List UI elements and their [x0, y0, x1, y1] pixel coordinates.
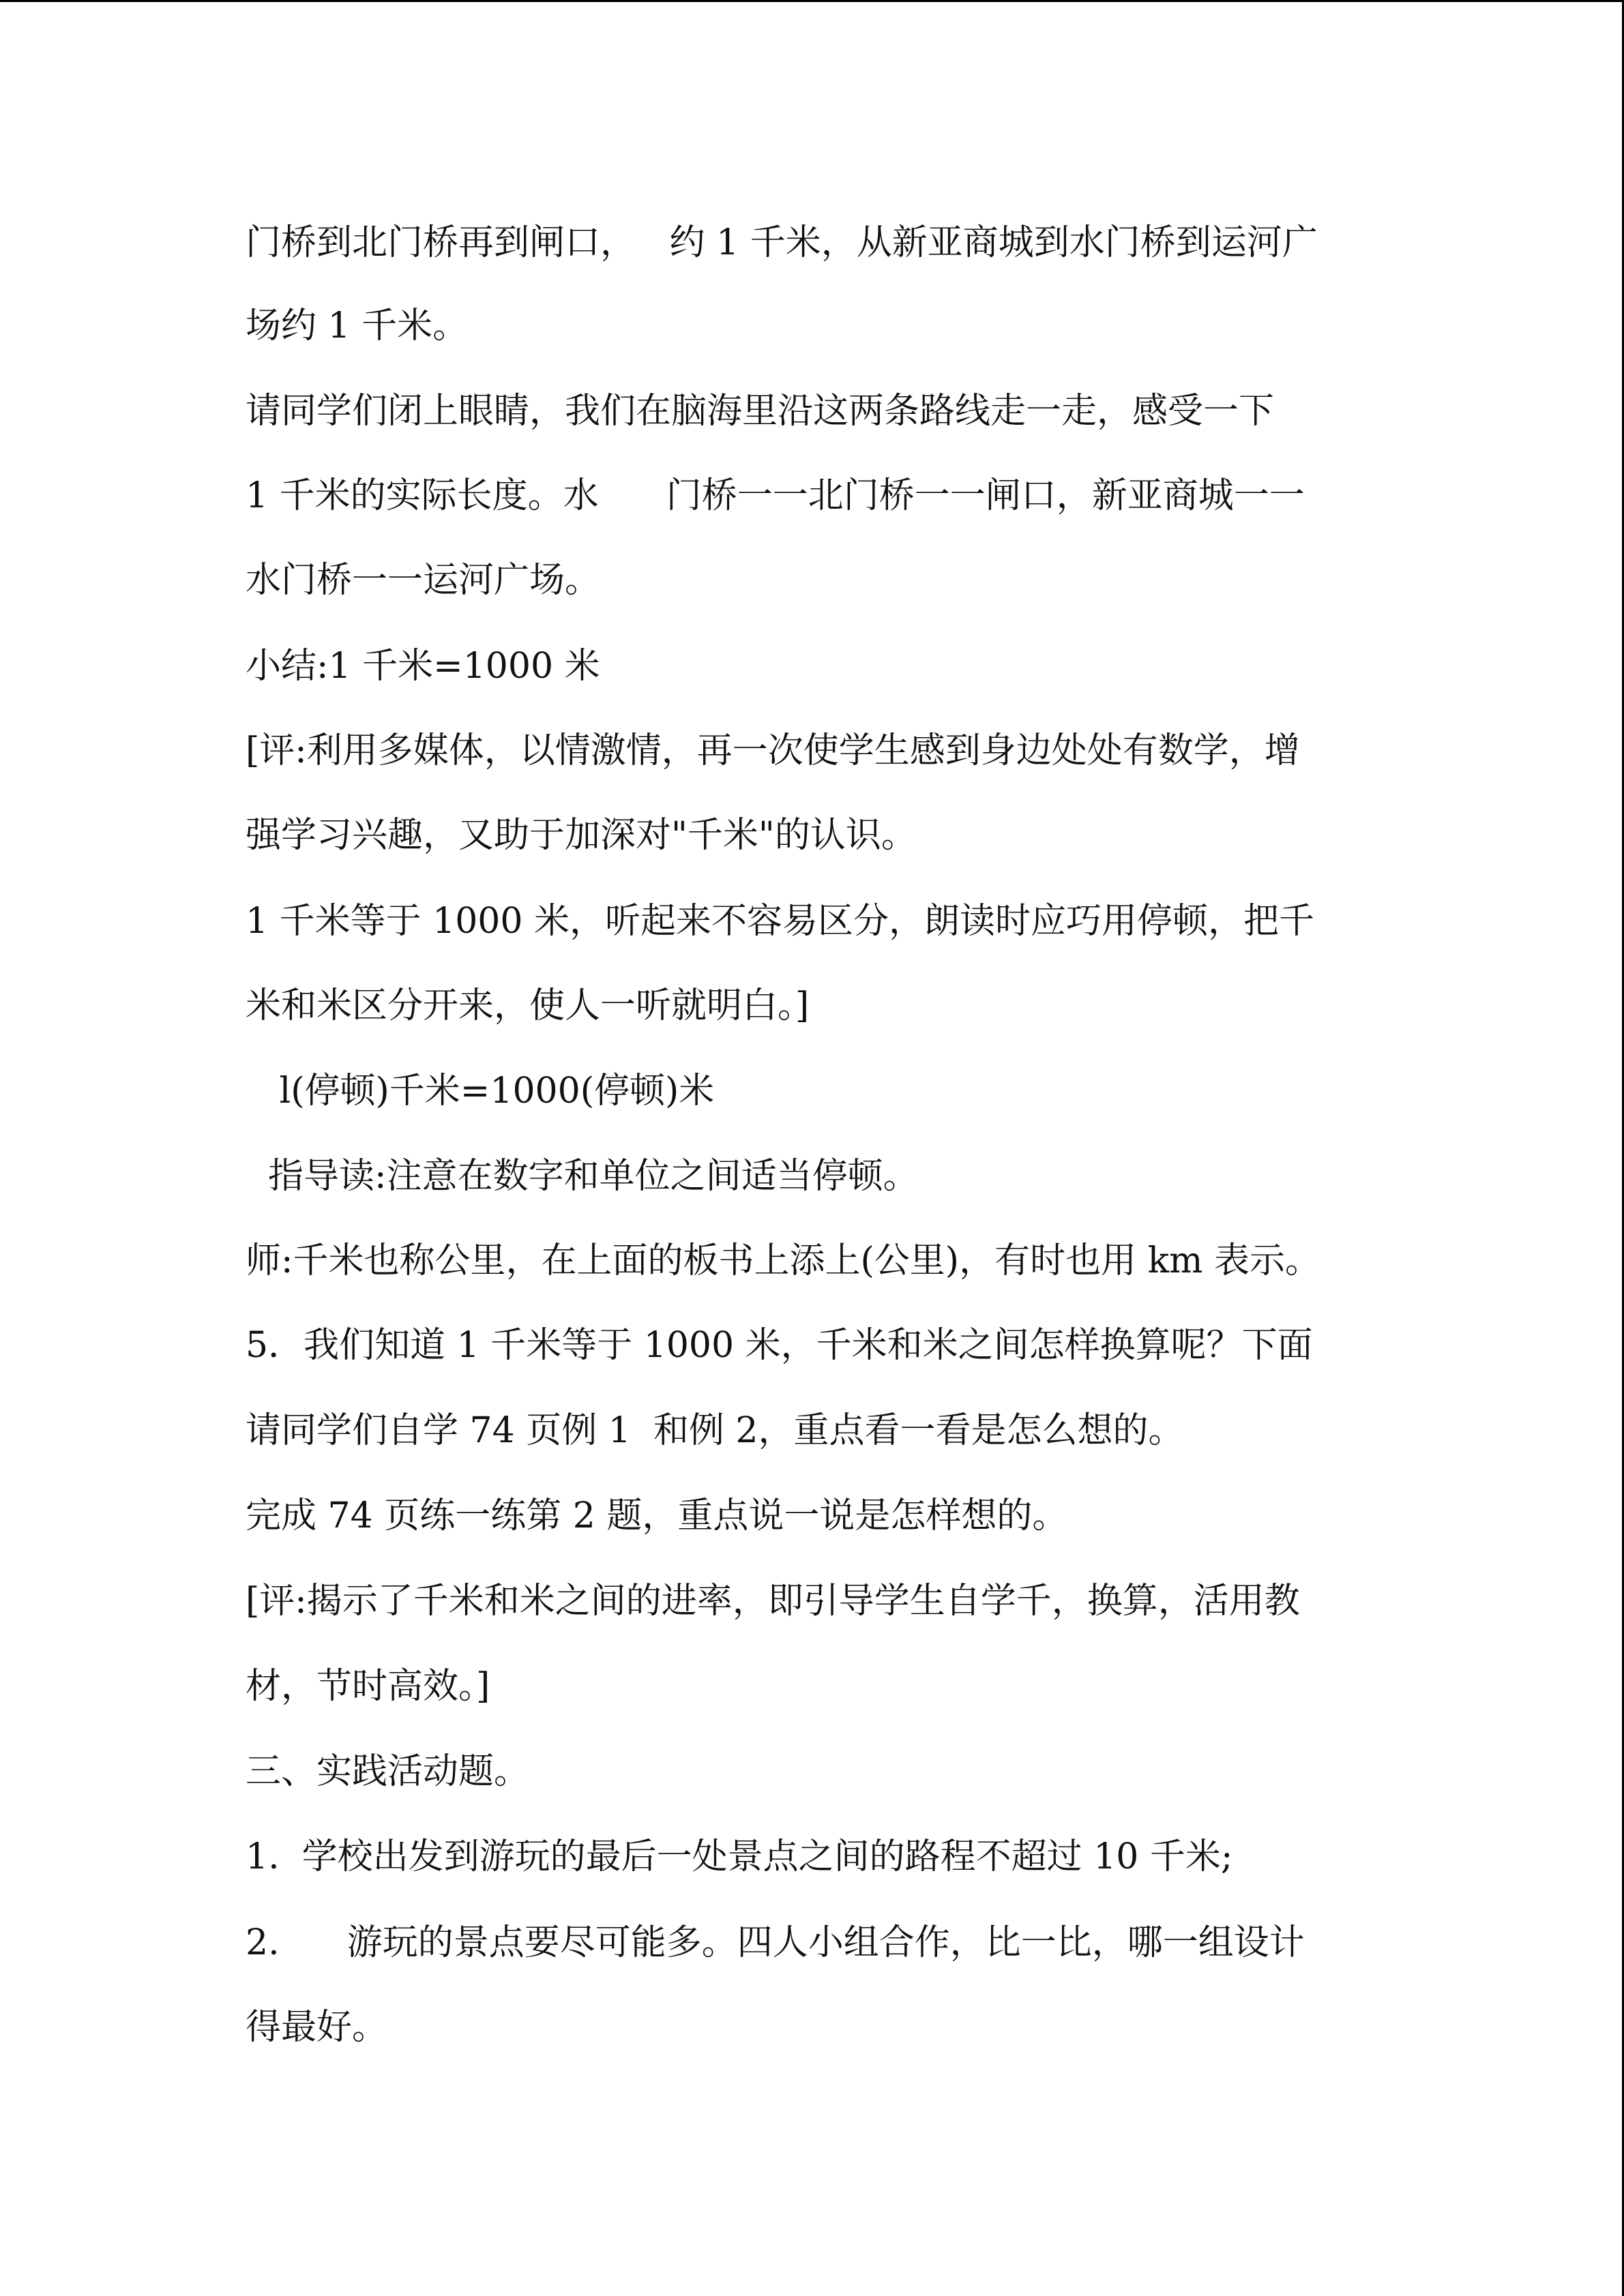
- text-line: 小结:1 千米=1000 米: [246, 646, 600, 687]
- text-line: 请同学们闭上眼睛，我们在脑海里沿这两条路线走一走，感受一下: [246, 391, 1275, 432]
- text-line: 请同学们自学 74 页例 1 和例 2，重点看一看是怎么想的。: [246, 1410, 1184, 1451]
- text-line: 强学习兴趣，又助于加深对"千米"的认识。: [246, 815, 917, 856]
- text-line: 得最好。: [246, 2007, 388, 2048]
- text-line: 1 千米等于 1000 米，听起来不容易区分，朗读时应巧用停顿，把千: [246, 901, 1315, 942]
- text-line: 米和米区分开来，使人一听就明白。]: [246, 985, 810, 1026]
- text-line: [评:揭示了千米和米之间的进率，即引导学生自学千，换算，活用教: [246, 1581, 1300, 1622]
- text-line: 师:千米也称公里，在上面的板书上添上(公里)，有时也用 km 表示。: [246, 1240, 1320, 1281]
- text-line: 材，节时高效。]: [246, 1666, 490, 1707]
- text-line: 完成 74 页练一练第 2 题，重点说一说是怎样想的。: [246, 1495, 1068, 1536]
- text-line: [评:利用多媒体，以情激情，再一次使学生感到身边处处有数学，增: [246, 730, 1300, 771]
- text-line: 5．我们知道 1 千米等于 1000 米，千米和米之间怎样换算呢？下面: [246, 1325, 1313, 1366]
- text-line: 三、实践活动题。: [246, 1751, 530, 1792]
- text-line: 水门桥一一运河广场。: [246, 560, 601, 601]
- text-line: 指导读:注意在数字和单位之间适当停顿。: [246, 1156, 919, 1197]
- text-line: 1. 学校出发到游玩的最后一处景点之间的路程不超过 10 千米;: [246, 1836, 1233, 1877]
- text-line: 1 千米的实际长度。水 门桥一一北门桥一一闸口，新亚商城一一: [246, 475, 1305, 516]
- text-line: l(停顿)千米=1000(停顿)米: [246, 1071, 715, 1112]
- text-line: 2. 游玩的景点要尽可能多。四人小组合作，比一比，哪一组设计: [246, 1922, 1305, 1963]
- text-line: 门桥到北门桥再到闸口， 约 1 千米，从新亚商城到水门桥到运河广: [246, 222, 1318, 263]
- text-line: 场约 1 千米。: [246, 305, 469, 346]
